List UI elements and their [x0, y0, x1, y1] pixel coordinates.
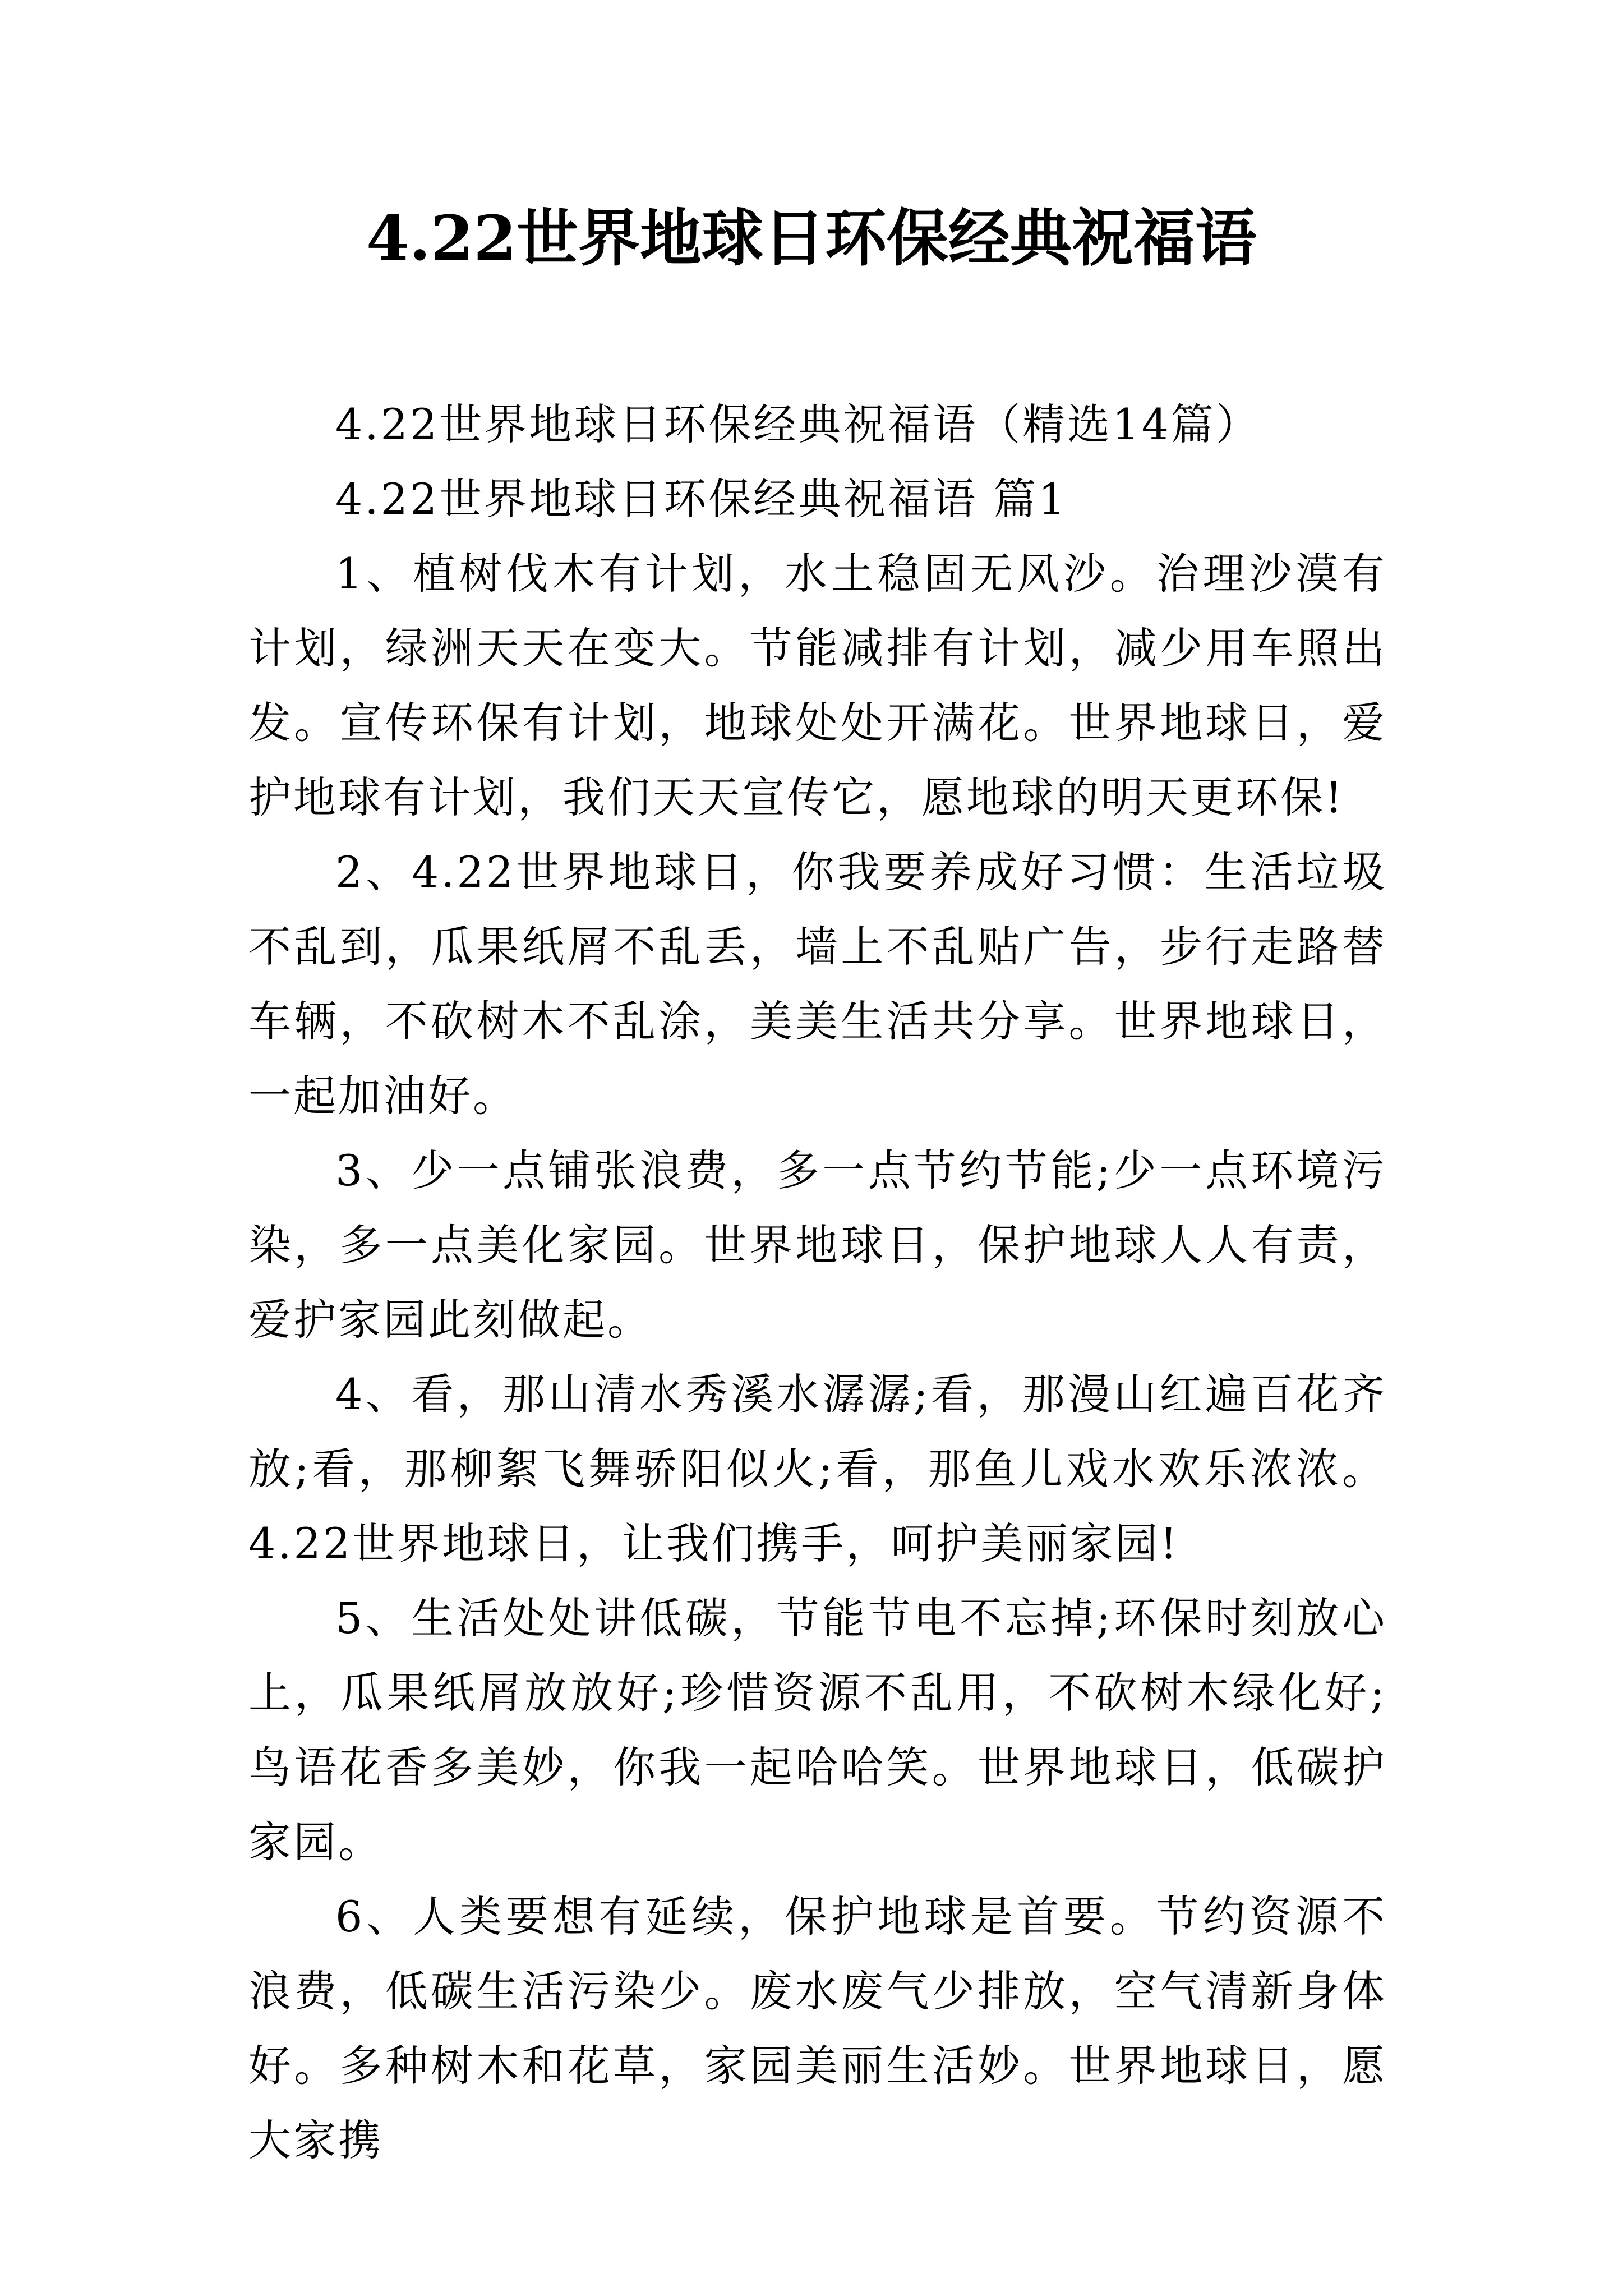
- body-paragraph-5: 5、生活处处讲低碳，节能节电不忘掉;环保时刻放心上，瓜果纸屑放放好;珍惜资源不乱用，不砍树木绿化好;鸟语花香多美妙，你我一起哈哈笑。世界地球日，低碳护家园。: [248, 1593, 1387, 1867]
- body-paragraph-1: 1、植树伐木有计划，水土稳固无风沙。治理沙漠有计划，绿洲天天在变大。节能减排有计划，减少用车照出发。宣传环保有计划，地球处处开满花。世界地球日，爱护地球有计划，我们天天宣传它，愿地球的明天更环保!: [248, 549, 1387, 822]
- section-heading: 4.22世界地球日环保经典祝福语 篇1: [335, 474, 1068, 524]
- body-paragraph-2: 2、4.22世界地球日，你我要养成好习惯：生活垃圾不乱到，瓜果纸屑不乱丢，墙上不乱贴广告，步行走路替车辆，不砍树木不乱涂，美美生活共分享。世界地球日，一起加油好。: [248, 847, 1387, 1121]
- body-paragraph-4: 4、看，那山清水秀溪水潺潺;看，那漫山红遍百花齐放;看，那柳絮飞舞骄阳似火;看，那鱼儿戏水欢乐浓浓。4.22世界地球日，让我们携手，呵护美丽家园!: [248, 1369, 1387, 1568]
- document-body: [248, 387, 1387, 2178]
- document-title: 4.22世界地球日环保经典祝福语: [366, 202, 1257, 274]
- body-paragraph-3: 3、少一点铺张浪费，多一点节约节能;少一点环境污染，多一点美化家园。世界地球日，保护地球人人有责，爱护家园此刻做起。: [248, 1145, 1387, 1345]
- subtitle-paragraph: 4.22世界地球日环保经典祝福语（精选14篇）: [335, 399, 1261, 449]
- body-paragraph-6: 6、人类要想有延续，保护地球是首要。节约资源不浪费，低碳生活污染少。废水废气少排放，空气清新身体好。多种树木和花草，家园美丽生活妙。世界地球日，愿大家携: [248, 1892, 1387, 2165]
